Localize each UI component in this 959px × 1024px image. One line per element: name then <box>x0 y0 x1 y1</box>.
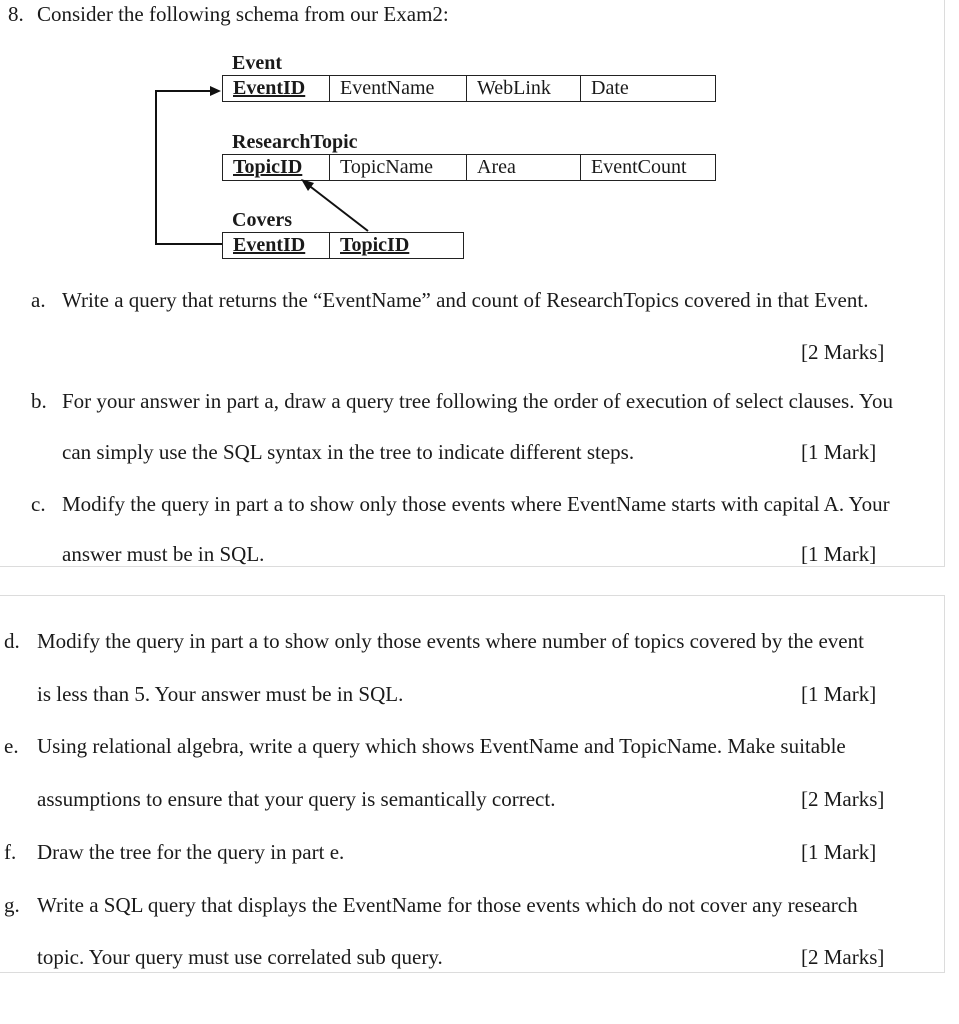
part-c-marks: [1 Mark] <box>801 542 877 566</box>
researchtopic-col-topicid: TopicID <box>223 155 330 181</box>
part-g-marks: [2 Marks] <box>801 945 885 969</box>
fk-arrowhead-eventid <box>210 86 221 96</box>
part-b-marks: [1 Mark] <box>801 440 877 464</box>
event-col-weblink: WebLink <box>467 76 581 102</box>
part-b-letter: b. <box>31 389 47 413</box>
event-table <box>222 75 716 102</box>
part-d-text-line-2: is less than 5. Your answer must be in SQL. <box>37 682 404 706</box>
part-c-letter: c. <box>31 492 46 516</box>
event-col-eventname: EventName <box>330 76 467 102</box>
part-g-text-line-2: topic. Your query must use correlated sub query. <box>37 945 443 969</box>
question-intro: Consider the following schema from our Exam2: <box>37 2 449 26</box>
researchtopic-col-topicname: TopicName <box>330 155 467 181</box>
fk-arrow-topicid <box>307 184 368 231</box>
part-a-marks: [2 Marks] <box>801 340 885 364</box>
researchtopic-table <box>222 154 716 181</box>
part-f-marks: [1 Mark] <box>801 840 877 864</box>
part-g-text-line-1: Write a SQL query that displays the EventName for those events which do not cover any research <box>37 893 858 917</box>
part-e-marks: [2 Marks] <box>801 787 885 811</box>
question-number: 8. <box>8 2 24 26</box>
fk-arrow-eventid <box>156 91 222 244</box>
part-d-letter: d. <box>4 629 20 653</box>
researchtopic-col-area: Area <box>467 155 581 181</box>
part-g-letter: g. <box>4 893 20 917</box>
event-table-title: Event <box>232 52 282 74</box>
part-b-text-line-2: can simply use the SQL syntax in the tree to indicate different steps. <box>62 440 635 464</box>
part-e-text-line-2: assumptions to ensure that your query is semantically correct. <box>37 787 556 811</box>
covers-col-eventid: EventID <box>223 233 330 259</box>
covers-col-topicid: TopicID <box>330 233 464 259</box>
event-col-date: Date <box>581 76 716 102</box>
part-e-text-line-1: Using relational algebra, write a query which shows EventName and TopicName. Make suitable <box>37 734 846 758</box>
covers-table <box>222 232 464 259</box>
part-f-text-line-1: Draw the tree for the query in part e. <box>37 840 345 864</box>
question-block-2 <box>0 595 945 973</box>
part-b-text-line-1: For your answer in part a, draw a query tree following the order of execution of select clauses. You <box>62 389 893 413</box>
covers-table-title: Covers <box>232 209 292 231</box>
part-a-text-line-1: Write a query that returns the “EventName” and count of ResearchTopics covered in that Event. <box>62 288 869 312</box>
researchtopic-table-title: ResearchTopic <box>232 131 358 153</box>
event-col-eventid: EventID <box>223 76 330 102</box>
part-d-marks: [1 Mark] <box>801 682 877 706</box>
part-e-letter: e. <box>4 734 19 758</box>
part-d-text-line-1: Modify the query in part a to show only those events where number of topics covered by the event <box>37 629 864 653</box>
part-f-letter: f. <box>4 840 17 864</box>
part-c-text-line-2: answer must be in SQL. <box>62 542 265 566</box>
part-c-text-line-1: Modify the query in part a to show only those events where EventName starts with capital A. Your <box>62 492 890 516</box>
part-a-letter: a. <box>31 288 46 312</box>
researchtopic-col-eventcount: EventCount <box>581 155 716 181</box>
